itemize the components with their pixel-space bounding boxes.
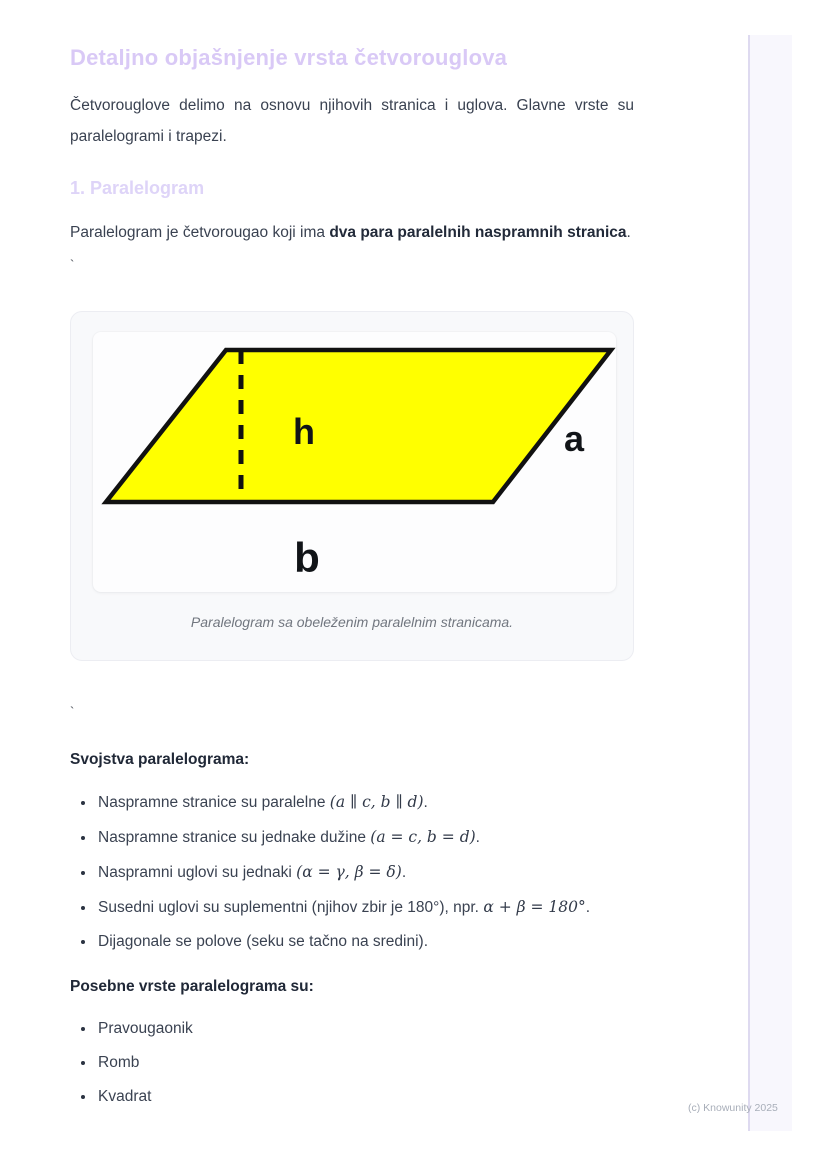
property-item bbox=[96, 827, 634, 848]
math-expression: (a ∥ c, b ∥ d) bbox=[329, 793, 424, 811]
math-expression: (a = c, b = d) bbox=[370, 828, 476, 846]
property-item bbox=[96, 862, 634, 883]
figure-caption: Paralelogram sa obeleženim paralelnim stranicama. bbox=[190, 614, 514, 630]
item-text: Naspramne stranice su paralelne bbox=[98, 794, 330, 811]
item-text: . bbox=[475, 829, 480, 846]
next-page-edge bbox=[748, 35, 792, 1131]
paragraph-bold-text: dva para paralelnih naspramnih stranica bbox=[329, 224, 627, 241]
special-types-list bbox=[96, 1019, 634, 1107]
copyright-notice: (c) Knowunity 2025 bbox=[688, 1102, 778, 1114]
paragraph-text: Paralelogram je četvorougao koji ima bbox=[70, 224, 330, 241]
label-b: b bbox=[294, 534, 320, 581]
intro-paragraph: Četvorouglove delimo na osnovu njihovih stranica i uglova. Glavne vrste su paralelogrami i trapezi. bbox=[70, 97, 634, 145]
item-text: . bbox=[401, 864, 407, 881]
list-item: • Pravougaonik bbox=[96, 1019, 634, 1039]
page-title: Detaljno objašnjenje vrsta četvorouglova bbox=[70, 45, 508, 70]
list-item: • Kvadrat bbox=[96, 1087, 634, 1107]
item-text: Naspramne stranice su jednake dužine bbox=[98, 829, 371, 846]
document-page bbox=[70, 0, 634, 1121]
item-text: Dijagonale se polove (seku se tačno na sredini). bbox=[98, 933, 428, 950]
figure-card bbox=[70, 311, 634, 661]
item-text: Susedni uglovi su suplementni (njihov zbir je 180°), npr. bbox=[98, 899, 484, 916]
item-text: Naspramni uglovi su jednaki bbox=[98, 864, 297, 881]
property-item bbox=[96, 897, 634, 918]
parallelogram-image bbox=[93, 332, 616, 592]
math-expression: α + β = 180° bbox=[483, 898, 586, 916]
properties-list bbox=[96, 792, 634, 952]
label-a: a bbox=[563, 418, 585, 459]
list-item: • Romb bbox=[96, 1053, 634, 1073]
item-text: . bbox=[423, 794, 428, 811]
special-types-heading: Posebne vrste paralelograma su: bbox=[70, 978, 314, 995]
properties-heading: Svojstva paralelograma: bbox=[70, 751, 250, 768]
parallelogram-diagram bbox=[93, 332, 616, 592]
stray-backtick: ` bbox=[70, 257, 75, 272]
section-heading-paralelogram: 1. Paralelogram bbox=[70, 178, 205, 198]
property-item bbox=[96, 792, 634, 813]
item-text: . bbox=[585, 899, 591, 916]
label-h: h bbox=[293, 411, 315, 452]
property-item bbox=[96, 932, 634, 952]
paragraph-text-suffix: . bbox=[626, 224, 631, 241]
section-paragraph bbox=[70, 217, 634, 248]
parallelogram-shape bbox=[106, 350, 611, 502]
math-expression: (α = γ, β = δ) bbox=[296, 863, 402, 881]
stray-backtick: ` bbox=[70, 704, 75, 719]
